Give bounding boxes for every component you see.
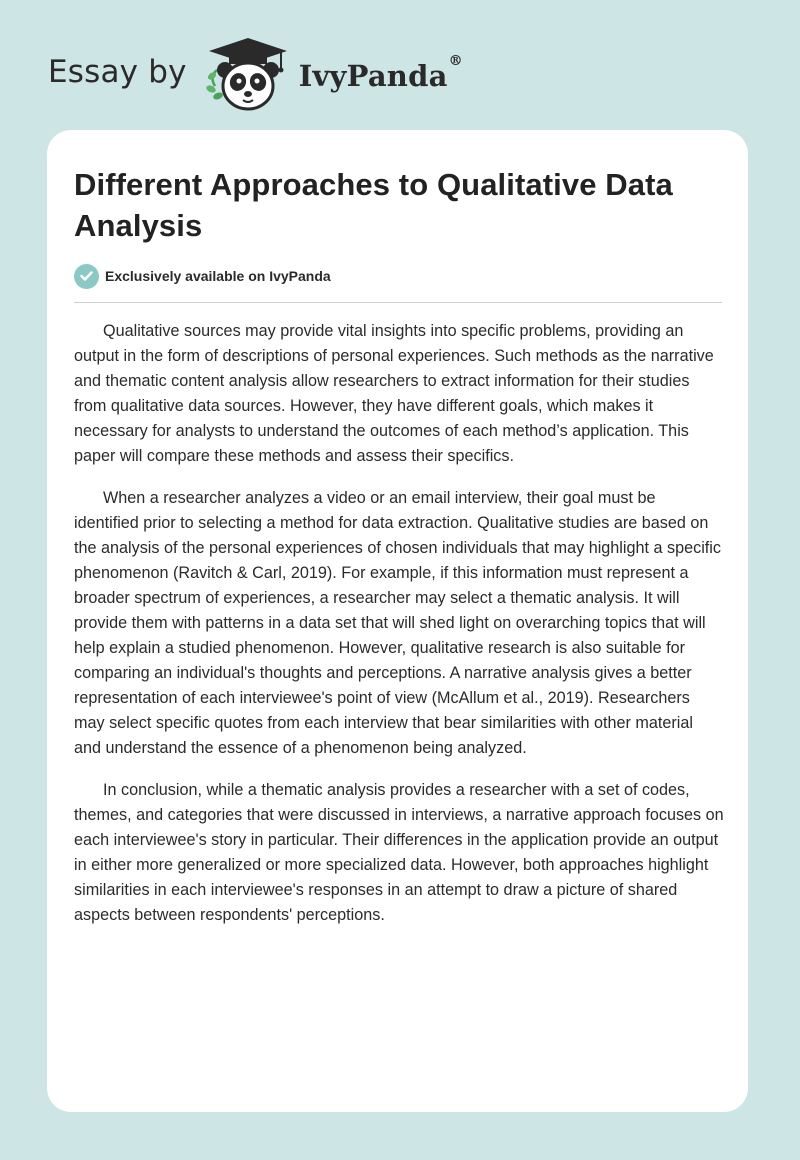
divider [74,302,722,303]
site-header [48,34,463,114]
brand-name[interactable]: IvyPanda® [298,53,463,93]
paragraph: In conclusion, while a thematic analysis provides a researcher with a set of codes, themes, and categories that were discussed in interviews, a narrative approach focuses on each interviewee's story in particular. Their differences in the application provide an output in either more generalized or more specialized data. However, both approaches highlight similarities in each interviewee's responses in an attempt to draw a picture of shared aspects between respondents' perceptions. [74,781,724,924]
essay-card [47,130,748,1112]
essay-body [74,319,724,928]
exclusive-badge [74,263,722,289]
paragraph: Qualitative sources may provide vital insights into specific problems, providing an output in the form of descriptions of personal experiences. Such methods as the narrative and thematic content analysis allow researchers to extract information for their studies from qualitative data sources. However, they have different goals, which makes it necessary for analysts to understand the outcomes of each method’s application. This paper will compare these methods and assess their specifics. [74,322,714,465]
page-title: Different Approaches to Qualitative Data Analysis [74,167,673,243]
panda-graduate-icon[interactable] [201,34,295,114]
paragraph: When a researcher analyzes a video or an email interview, their goal must be identified prior to selecting a method for data extraction. Qualitative studies are based on the analysis of the personal experiences of chosen individuals that may highlight a specific phenomenon (Ravitch & Carl, 2019). For example, if this information must represent a broader spectrum of experiences, a researcher may select a thematic analysis. It will provide them with patterns in a data set that will shed light on overarching topics that will help explain a studied phenomenon. However, qualitative research is also suitable for comparing an individual's thoughts and perceptions. A narrative analysis gives a better representation of each interviewee's point of view (McAllum et al., 2019). Researchers may select specific quotes from each interview that bear similarities with other material and understand the essence of a phenomenon being analyzed. [74,489,721,757]
essay-by-label: Essay by [48,54,187,90]
exclusive-label: Exclusively available on IvyPanda [105,268,331,284]
check-circle-icon [74,264,99,289]
